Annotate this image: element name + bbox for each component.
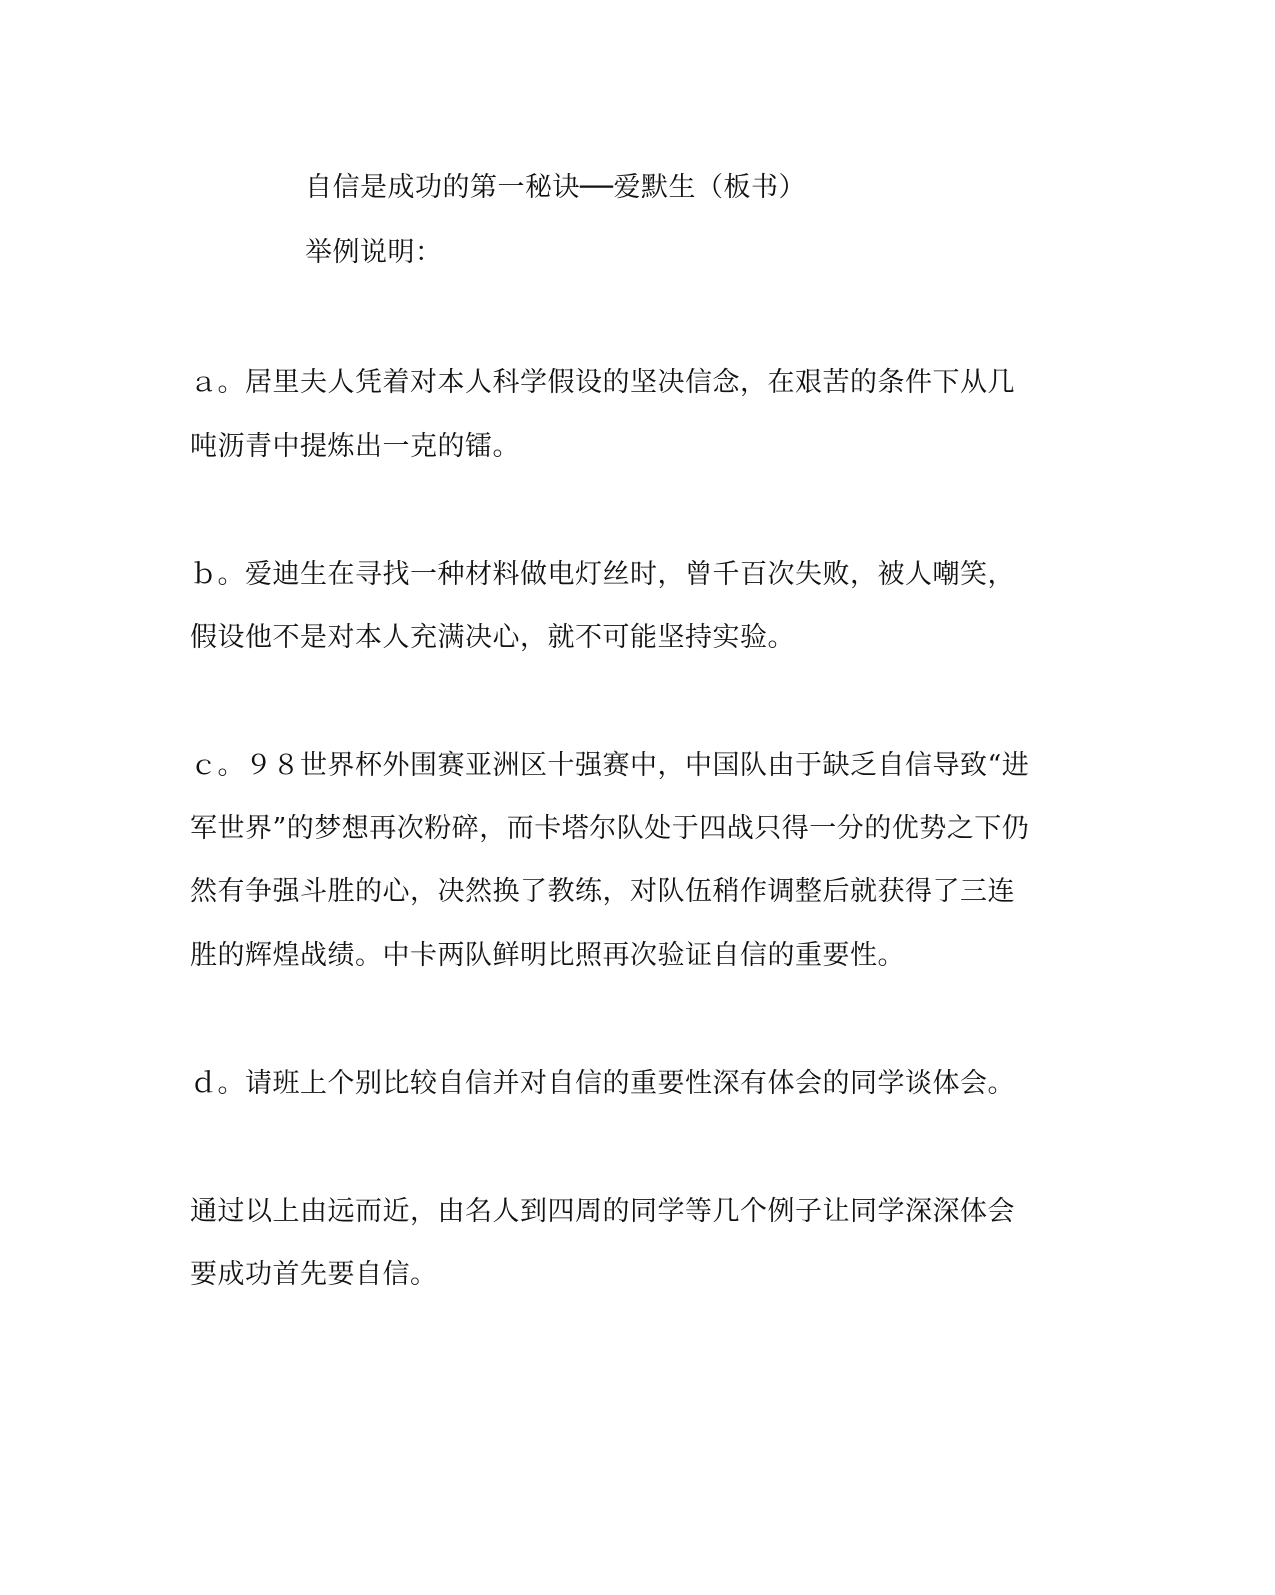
example-c-line-3: 然有争强斗胜的心，决然换了教练，对队伍稍作调整后就获得了三连: [190, 876, 1015, 907]
example-a-line-1: ａ。居里夫人凭着对本人科学假设的坚决信念，在艰苦的条件下从几: [190, 367, 1015, 398]
example-a-line-2: 吨沥青中提炼出一克的镭。: [190, 431, 520, 462]
example-d-line-1: ｄ。请班上个别比较自信并对自信的重要性深有体会的同学谈体会。: [190, 1068, 1015, 1099]
intro-label: 举例说明：: [305, 237, 443, 268]
example-b-line-1: ｂ。爱迪生在寻找一种材料做电灯丝时，曾千百次失败，被人嘲笑，: [190, 559, 1015, 590]
example-c-line-4: 胜的辉煌战绩。中卡两队鲜明比照再次验证自信的重要性。: [190, 940, 905, 971]
heading: 自信是成功的第一秘诀──爱默生（板书）: [305, 172, 807, 203]
summary-line-1: 通过以上由远而近，由名人到四周的同学等几个例子让同学深深体会: [190, 1196, 1015, 1227]
example-b-line-2: 假设他不是对本人充满决心，就不可能坚持实验。: [190, 622, 795, 653]
example-c-line-2: 军世界”的梦想再次粉碎，而卡塔尔队处于四战只得一分的优势之下仍: [190, 813, 1030, 844]
summary-line-2: 要成功首先要自信。: [190, 1259, 438, 1290]
example-c-line-1: ｃ。９８世界杯外围赛亚洲区十强赛中，中国队由于缺乏自信导致“进: [190, 750, 1030, 781]
